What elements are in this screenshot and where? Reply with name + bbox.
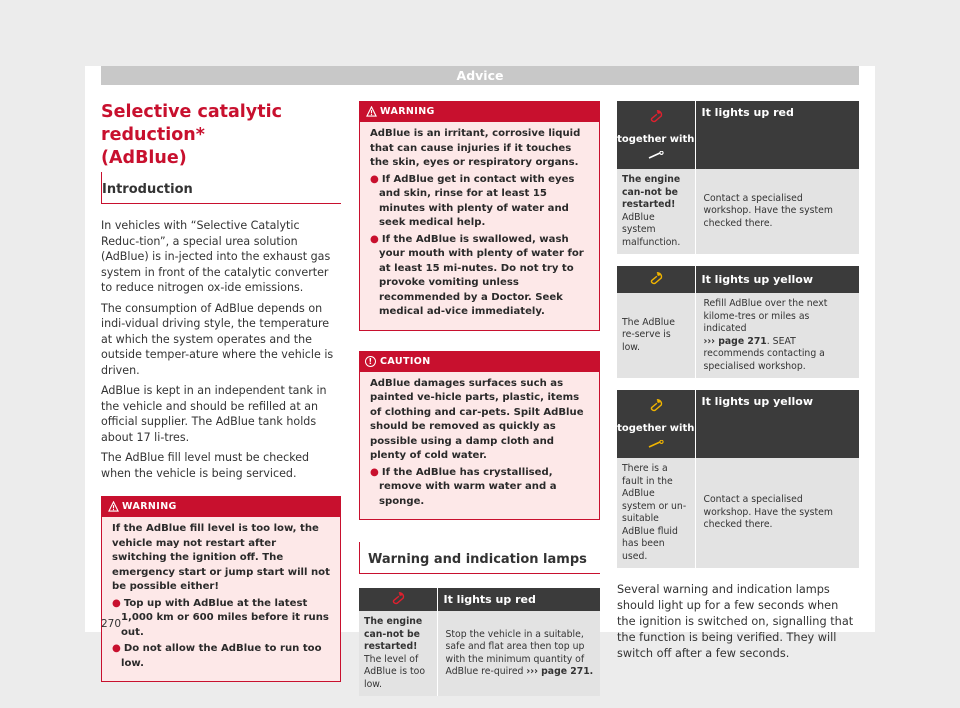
spanner-icon <box>647 440 665 448</box>
bullet: ● If the AdBlue has crystallised, remove with warm water and a sponge. <box>370 466 557 507</box>
paragraph: In vehicles with “Selective Catalytic Reduc-tion”, a special urea solution (AdBlue) is in-jected into the exhaust gas system in front of the catalytic converter to reduce nitrogen ox-ide emissions. <box>101 219 331 294</box>
together-with-label: together with <box>617 133 695 145</box>
lamp-icon-cell <box>359 588 437 611</box>
lamp-table <box>359 588 600 696</box>
bullet-dot: ● <box>112 597 121 609</box>
lamp-status-label: It lights up red <box>437 588 600 611</box>
bullet-dot: ● <box>370 466 379 478</box>
warning-box <box>359 101 600 331</box>
title-line-2: (AdBlue) <box>101 148 187 168</box>
lamps-explanation: Several warning and indication lamps should light up for a few seconds when the ignition is switched on, signalling that the function is being verified. They will switch off after a few seconds. <box>617 583 854 660</box>
page-number: 270 <box>101 618 122 630</box>
page-ref-link[interactable]: ››› page 271 <box>703 335 767 347</box>
lamp-action-cell: Contact a specialised workshop. Have the system checked there. <box>695 169 859 254</box>
section-header: Advice <box>101 66 859 85</box>
lamp-action-cell: Stop the vehicle in a suitable, safe and flat area then top up with the minimum quantity of AdBlue re-quired ››› page 271. <box>437 611 600 696</box>
lamp-icon-cell <box>617 101 695 169</box>
lamp-action-cell: Contact a specialised workshop. Have the system checked there. <box>695 458 859 568</box>
lamp-status-label: It lights up yellow <box>695 390 859 458</box>
caution-circle-icon: ! <box>365 356 376 367</box>
lamp-status-label: It lights up red <box>695 101 859 169</box>
caution-box <box>359 351 600 521</box>
paragraph: The AdBlue fill level must be checked when the vehicle is being serviced. <box>101 451 310 480</box>
intro-text <box>101 218 341 481</box>
bullet: ● If AdBlue get in contact with eyes and skin, rinse for at least 15 minutes with plenty of water and seek medical help. <box>370 173 575 228</box>
adblue-lamp-yellow-icon <box>649 398 663 412</box>
bullet-dot: ● <box>112 643 121 654</box>
lamp-table <box>617 101 859 254</box>
lamp-table <box>617 390 859 568</box>
lamp-icon-cell <box>617 266 695 293</box>
together-with-label: together with <box>617 422 695 434</box>
warning-triangle-icon <box>366 106 377 117</box>
lamp-cause-cell: The AdBlue re-serve is low. <box>617 293 695 378</box>
lamp-cause-cell: The engine can-not be restarted! AdBlue system malfunction. <box>617 169 695 254</box>
paragraph: AdBlue is kept in an independent tank in the vehicle and should be refilled at an official supplier. The AdBlue tank holds about 17 li-tres. <box>101 384 327 444</box>
bullet: ● Do not allow the AdBlue to run too low. <box>112 643 322 669</box>
adblue-lamp-red-icon <box>391 591 405 605</box>
page-ref-link[interactable]: ››› page 271. <box>526 666 594 677</box>
warning-body: If the AdBlue fill level is too low, the vehicle may not restart after switching the ignition off. The emergency start or jump start will not be possible either! ● Top up with AdBlue at the latest 1,000 km or 600 miles before it runs out. ● Do not allow the AdBlue to run too low. <box>102 517 340 681</box>
warning-triangle-icon <box>108 501 119 512</box>
lamp-action-cell: Refill AdBlue over the next kilome-tres or miles as indicated ››› page 271. SEAT recommends contacting a specialised workshop. <box>695 293 859 378</box>
lamp-icon-cell <box>617 390 695 458</box>
warning-header: WARNING <box>360 102 599 122</box>
lamp-table <box>617 266 859 378</box>
caution-header: ! CAUTION <box>360 352 599 372</box>
subheading-lamps: Warning and indication lamps <box>359 542 600 574</box>
adblue-lamp-yellow-icon <box>649 271 663 285</box>
paragraph: The consumption of AdBlue depends on indi-vidual driving style, the temperature at which the system operates and the outside temper-ature where the vehicle is driven. <box>101 301 334 377</box>
subheading-introduction: Introduction <box>101 172 341 204</box>
column-middle <box>359 101 600 696</box>
bullet: ● If the AdBlue is swallowed, wash your mouth with plenty of water for at least 15 mi-nutes. Do not try to provoke vomiting unless recommended by a Doctor. Seek medical ad-vice immediately. <box>370 233 584 317</box>
adblue-lamp-red-icon <box>649 109 663 123</box>
page-title <box>101 101 341 170</box>
warning-header: WARNING <box>102 497 340 517</box>
bullet-dot: ● <box>370 173 379 185</box>
warning-body: AdBlue is an irritant, corrosive liquid that can cause injuries if it touches the skin, eyes or respiratory organs. ● If AdBlue get in contact with eyes and skin, rinse for at least 15 minutes with plenty of water and seek medical help. ● If the AdBlue is swallowed, wash your mouth with plenty of water for at least 15 mi-nutes. Do not try to provoke vomiting unless recommended by a Doctor. Seek medical ad-vice immediately. <box>360 122 599 330</box>
caution-body: AdBlue damages surfaces such as painted ve-hicle parts, plastic, items of clothing and car-pets. Spilt AdBlue should be removed as quickly as possible using a damp cloth and plenty of cold water. ● If the AdBlue has crystallised, remove with warm water and a sponge. <box>360 372 599 520</box>
lamp-cause-cell: There is a fault in the AdBlue system or un-suitable AdBlue fluid has been used. <box>617 458 695 568</box>
bullet-dot: ● <box>370 233 379 245</box>
spanner-icon <box>647 151 665 159</box>
warning-box <box>101 496 341 682</box>
column-right <box>617 101 859 667</box>
lamp-cause-cell: The engine can-not be restarted! The level of AdBlue is too low. <box>359 611 437 696</box>
title-line-1: Selective catalytic reduction* <box>101 102 282 145</box>
lamp-status-label: It lights up yellow <box>695 266 859 293</box>
bullet: ● Top up with AdBlue at the latest 1,000 km or 600 miles before it runs out. <box>112 597 329 638</box>
column-left <box>101 101 341 682</box>
